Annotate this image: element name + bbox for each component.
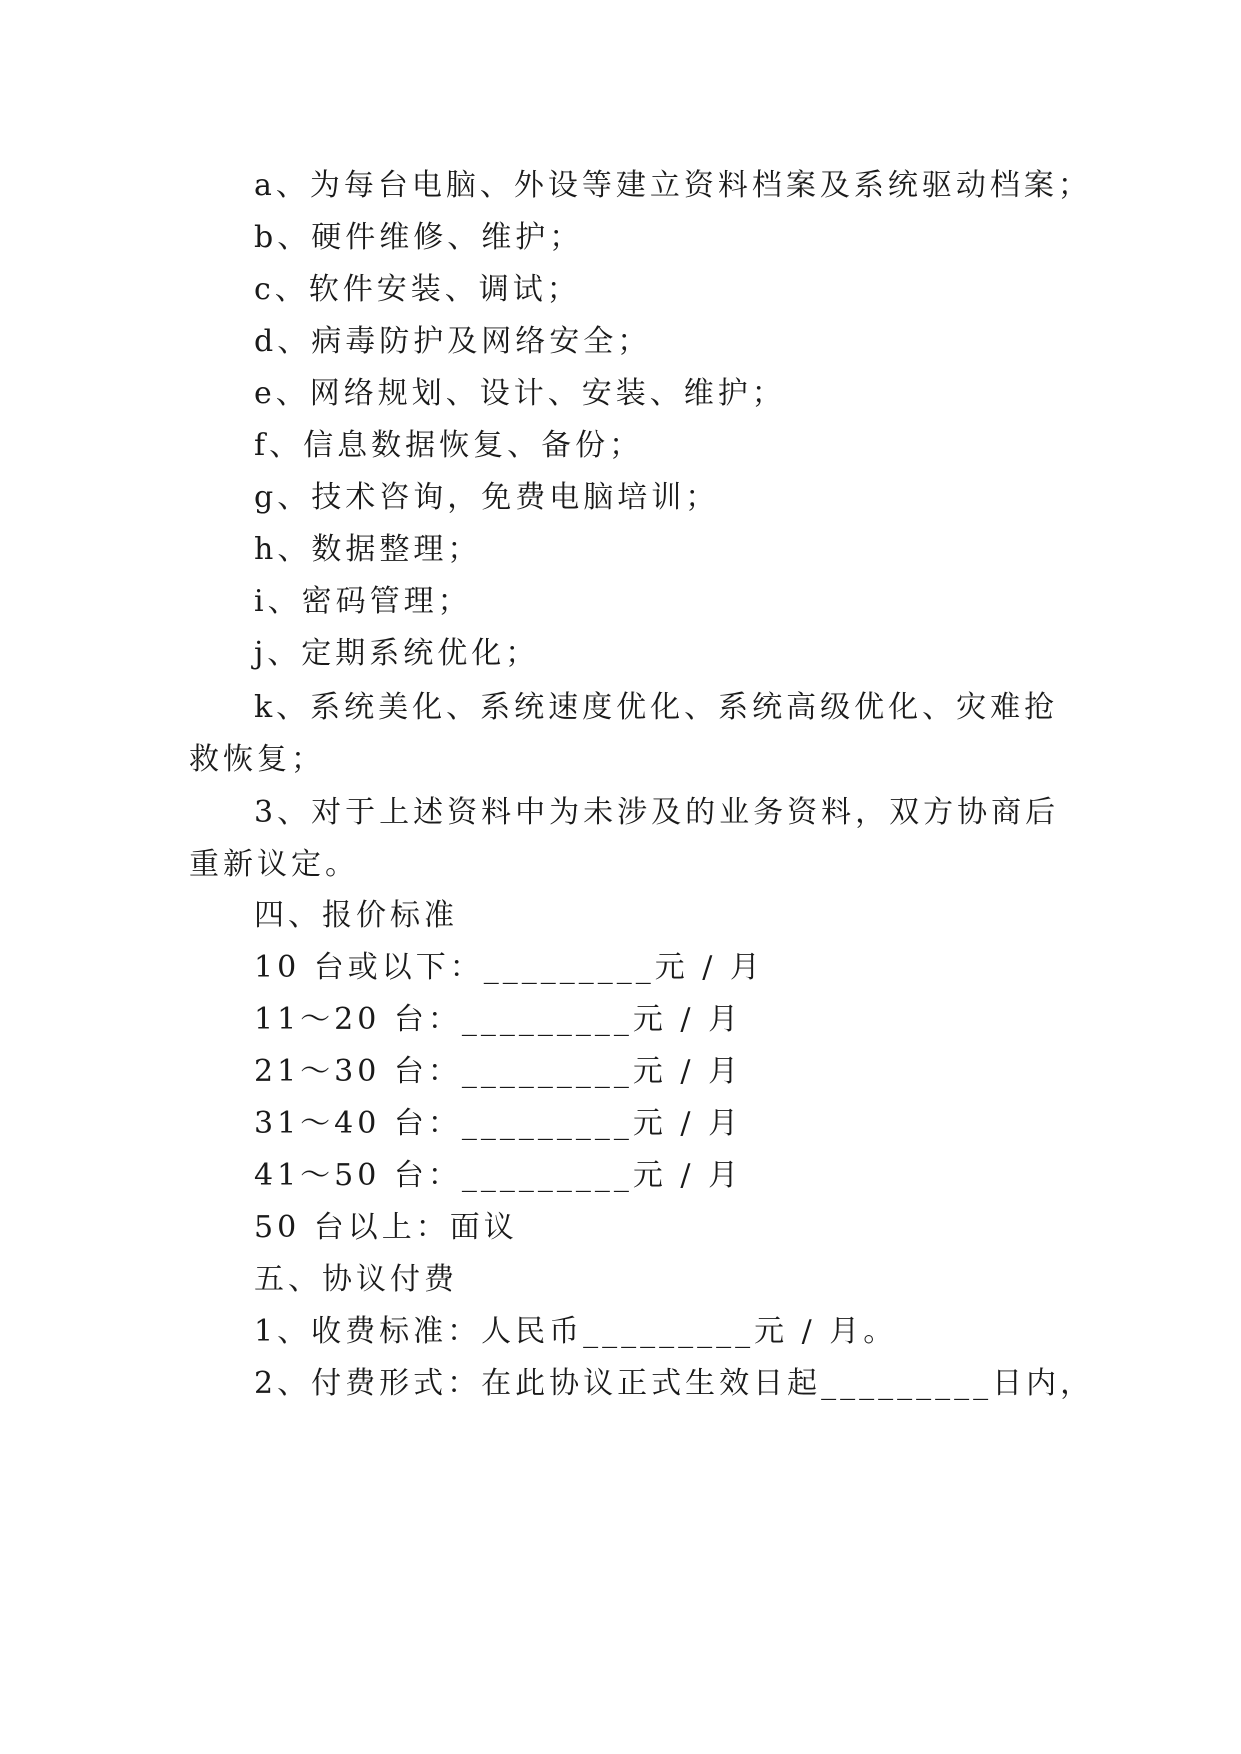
service-item-f: f、信息数据恢复、备份；: [254, 428, 644, 463]
clause-3-continued: 重新议定。: [189, 847, 359, 882]
service-item-i: i、密码管理；: [254, 584, 472, 619]
service-item-j: j、定期系统优化；: [254, 636, 540, 671]
section-heading-pricing: 四、报价标准: [254, 898, 458, 933]
service-item-a: a、为每台电脑、外设等建立资料档案及系统驱动档案；: [254, 168, 1092, 203]
service-item-e: e、网络规划、设计、安装、维护；: [254, 376, 786, 411]
section-heading-payment: 五、协议付费: [254, 1262, 458, 1297]
service-item-g: g、技术咨询，免费电脑培训；: [254, 480, 720, 515]
price-tier-10-or-less: 10 台或以下：_________元 / 月: [254, 950, 764, 985]
service-item-k: k、系统美化、系统速度优化、系统高级优化、灾难抢: [254, 690, 1059, 725]
service-item-c: c、软件安装、调试；: [254, 272, 581, 307]
payment-form: 2、付费形式：在此协议正式生效日起_________日内，: [254, 1366, 1095, 1401]
price-tier-11-20: 11～20 台：_________元 / 月: [254, 1002, 743, 1037]
service-item-h: h、数据整理；: [254, 532, 482, 567]
clause-3: 3、对于上述资料中为未涉及的业务资料，双方协商后: [254, 795, 1060, 830]
price-tier-21-30: 21～30 台：_________元 / 月: [254, 1054, 743, 1089]
service-item-d: d、病毒防护及网络安全；: [254, 324, 652, 359]
price-tier-31-40: 31～40 台：_________元 / 月: [254, 1106, 743, 1141]
payment-standard: 1、收费标准：人民币_________元 / 月。: [254, 1314, 898, 1349]
price-tier-over-50: 50 台以上：面议: [254, 1210, 518, 1245]
service-item-k-continued: 救恢复；: [189, 742, 325, 777]
service-item-b: b、硬件维修、维护；: [254, 220, 584, 255]
price-tier-41-50: 41～50 台：_________元 / 月: [254, 1158, 743, 1193]
